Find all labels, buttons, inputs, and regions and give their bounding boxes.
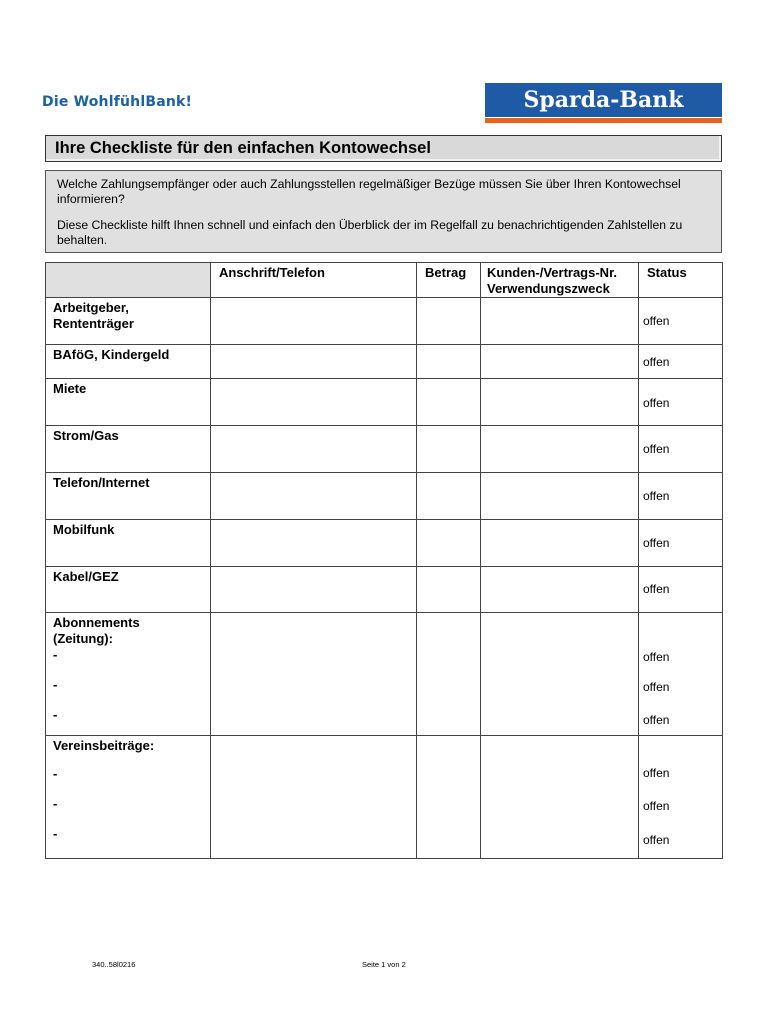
column-header-status: Status	[647, 265, 687, 280]
status-cell[interactable]	[639, 736, 723, 859]
amount-field[interactable]	[417, 379, 481, 426]
table-row	[46, 379, 723, 426]
address-field[interactable]	[211, 345, 417, 379]
customer-number-field[interactable]	[481, 736, 639, 859]
customer-number-field[interactable]	[481, 520, 639, 567]
logo-text: Sparda-Bank	[485, 83, 722, 117]
status-cell[interactable]	[639, 345, 723, 379]
row-label-club-fees: Vereinsbeiträge:	[53, 738, 155, 753]
amount-field[interactable]	[417, 567, 481, 613]
status-cell[interactable]	[639, 520, 723, 567]
title-box	[45, 135, 722, 162]
status-text: offen	[643, 355, 670, 369]
address-field[interactable]	[211, 379, 417, 426]
table-row	[46, 473, 723, 520]
address-field[interactable]	[211, 473, 417, 520]
intro-box	[45, 170, 722, 253]
intro-paragraph-2: Diese Checkliste hilft Ihnen schnell und einfach den Überblick der im Regelfall zu benachrichtigenden Zahlstellen zu behalten.	[57, 218, 683, 247]
address-field[interactable]	[211, 520, 417, 567]
status-text: offen	[643, 582, 670, 596]
sparda-bank-logo	[485, 83, 722, 123]
table-row	[46, 298, 723, 345]
dash-marker: -	[53, 707, 58, 722]
table-row	[46, 345, 723, 379]
column-header-amount: Betrag	[425, 265, 467, 280]
amount-field[interactable]	[417, 473, 481, 520]
status-text: offen	[643, 713, 670, 727]
address-field[interactable]	[211, 736, 417, 859]
status-cell[interactable]	[639, 298, 723, 345]
dash-marker: -	[53, 677, 58, 692]
amount-field[interactable]	[417, 298, 481, 345]
dash-marker: -	[53, 826, 58, 841]
customer-number-field[interactable]	[481, 345, 639, 379]
amount-field[interactable]	[417, 345, 481, 379]
status-text: offen	[643, 766, 670, 780]
amount-field[interactable]	[417, 613, 481, 736]
row-label-phone-internet: Telefon/Internet	[53, 475, 150, 490]
dash-marker: -	[53, 766, 58, 781]
status-cell[interactable]	[639, 379, 723, 426]
document-code: 340..58l0216	[92, 960, 136, 969]
page-title: Ihre Checkliste für den einfachen Kontowechsel	[55, 139, 431, 157]
status-cell[interactable]	[639, 473, 723, 520]
table-row-club-fees	[46, 736, 723, 859]
status-cell[interactable]	[639, 426, 723, 473]
customer-number-field[interactable]	[481, 298, 639, 345]
status-text: offen	[643, 799, 670, 813]
status-text: offen	[643, 489, 670, 503]
header-empty-cell	[46, 263, 211, 298]
address-field[interactable]	[211, 298, 417, 345]
status-text: offen	[643, 650, 670, 664]
row-label-subscriptions: Abonnements (Zeitung):	[53, 615, 140, 646]
status-text: offen	[643, 833, 670, 847]
status-cell[interactable]	[639, 613, 723, 736]
status-text: offen	[643, 442, 670, 456]
column-header-address: Anschrift/Telefon	[219, 265, 325, 280]
row-label-bafoeg: BAföG, Kindergeld	[53, 347, 170, 362]
amount-field[interactable]	[417, 426, 481, 473]
row-label-mobile: Mobilfunk	[53, 522, 115, 537]
table-row	[46, 567, 723, 613]
column-header-customer: Kunden-/Vertrags-Nr. Verwendungszweck	[487, 265, 618, 296]
status-text: offen	[643, 314, 670, 328]
customer-number-field[interactable]	[481, 379, 639, 426]
checklist-table	[45, 262, 723, 859]
dash-marker: -	[53, 647, 58, 662]
customer-number-field[interactable]	[481, 473, 639, 520]
customer-number-field[interactable]	[481, 567, 639, 613]
address-field[interactable]	[211, 426, 417, 473]
tagline: Die WohlfühlBank!	[42, 94, 193, 110]
intro-paragraph-1: Welche Zahlungsempfänger oder auch Zahlungsstellen regelmäßiger Bezüge müssen Sie über Ihren Kontowechsel informieren?	[57, 177, 681, 206]
table-row	[46, 426, 723, 473]
table-row	[46, 520, 723, 567]
table-row-subscriptions	[46, 613, 723, 736]
status-text: offen	[643, 396, 670, 410]
row-label-employer: Arbeitgeber, Rententräger	[53, 300, 134, 331]
customer-number-field[interactable]	[481, 613, 639, 736]
amount-field[interactable]	[417, 520, 481, 567]
row-label-rent: Miete	[53, 381, 87, 396]
status-text: offen	[643, 536, 670, 550]
logo-accent-bar	[485, 118, 722, 123]
customer-number-field[interactable]	[481, 426, 639, 473]
status-cell[interactable]	[639, 567, 723, 613]
page-number: Seite 1 von 2	[362, 960, 406, 969]
address-field[interactable]	[211, 567, 417, 613]
dash-marker: -	[53, 796, 58, 811]
status-text: offen	[643, 680, 670, 694]
amount-field[interactable]	[417, 736, 481, 859]
table-header-row	[46, 263, 723, 298]
address-field[interactable]	[211, 613, 417, 736]
row-label-cable-gez: Kabel/GEZ	[53, 569, 119, 584]
row-label-power-gas: Strom/Gas	[53, 428, 119, 443]
